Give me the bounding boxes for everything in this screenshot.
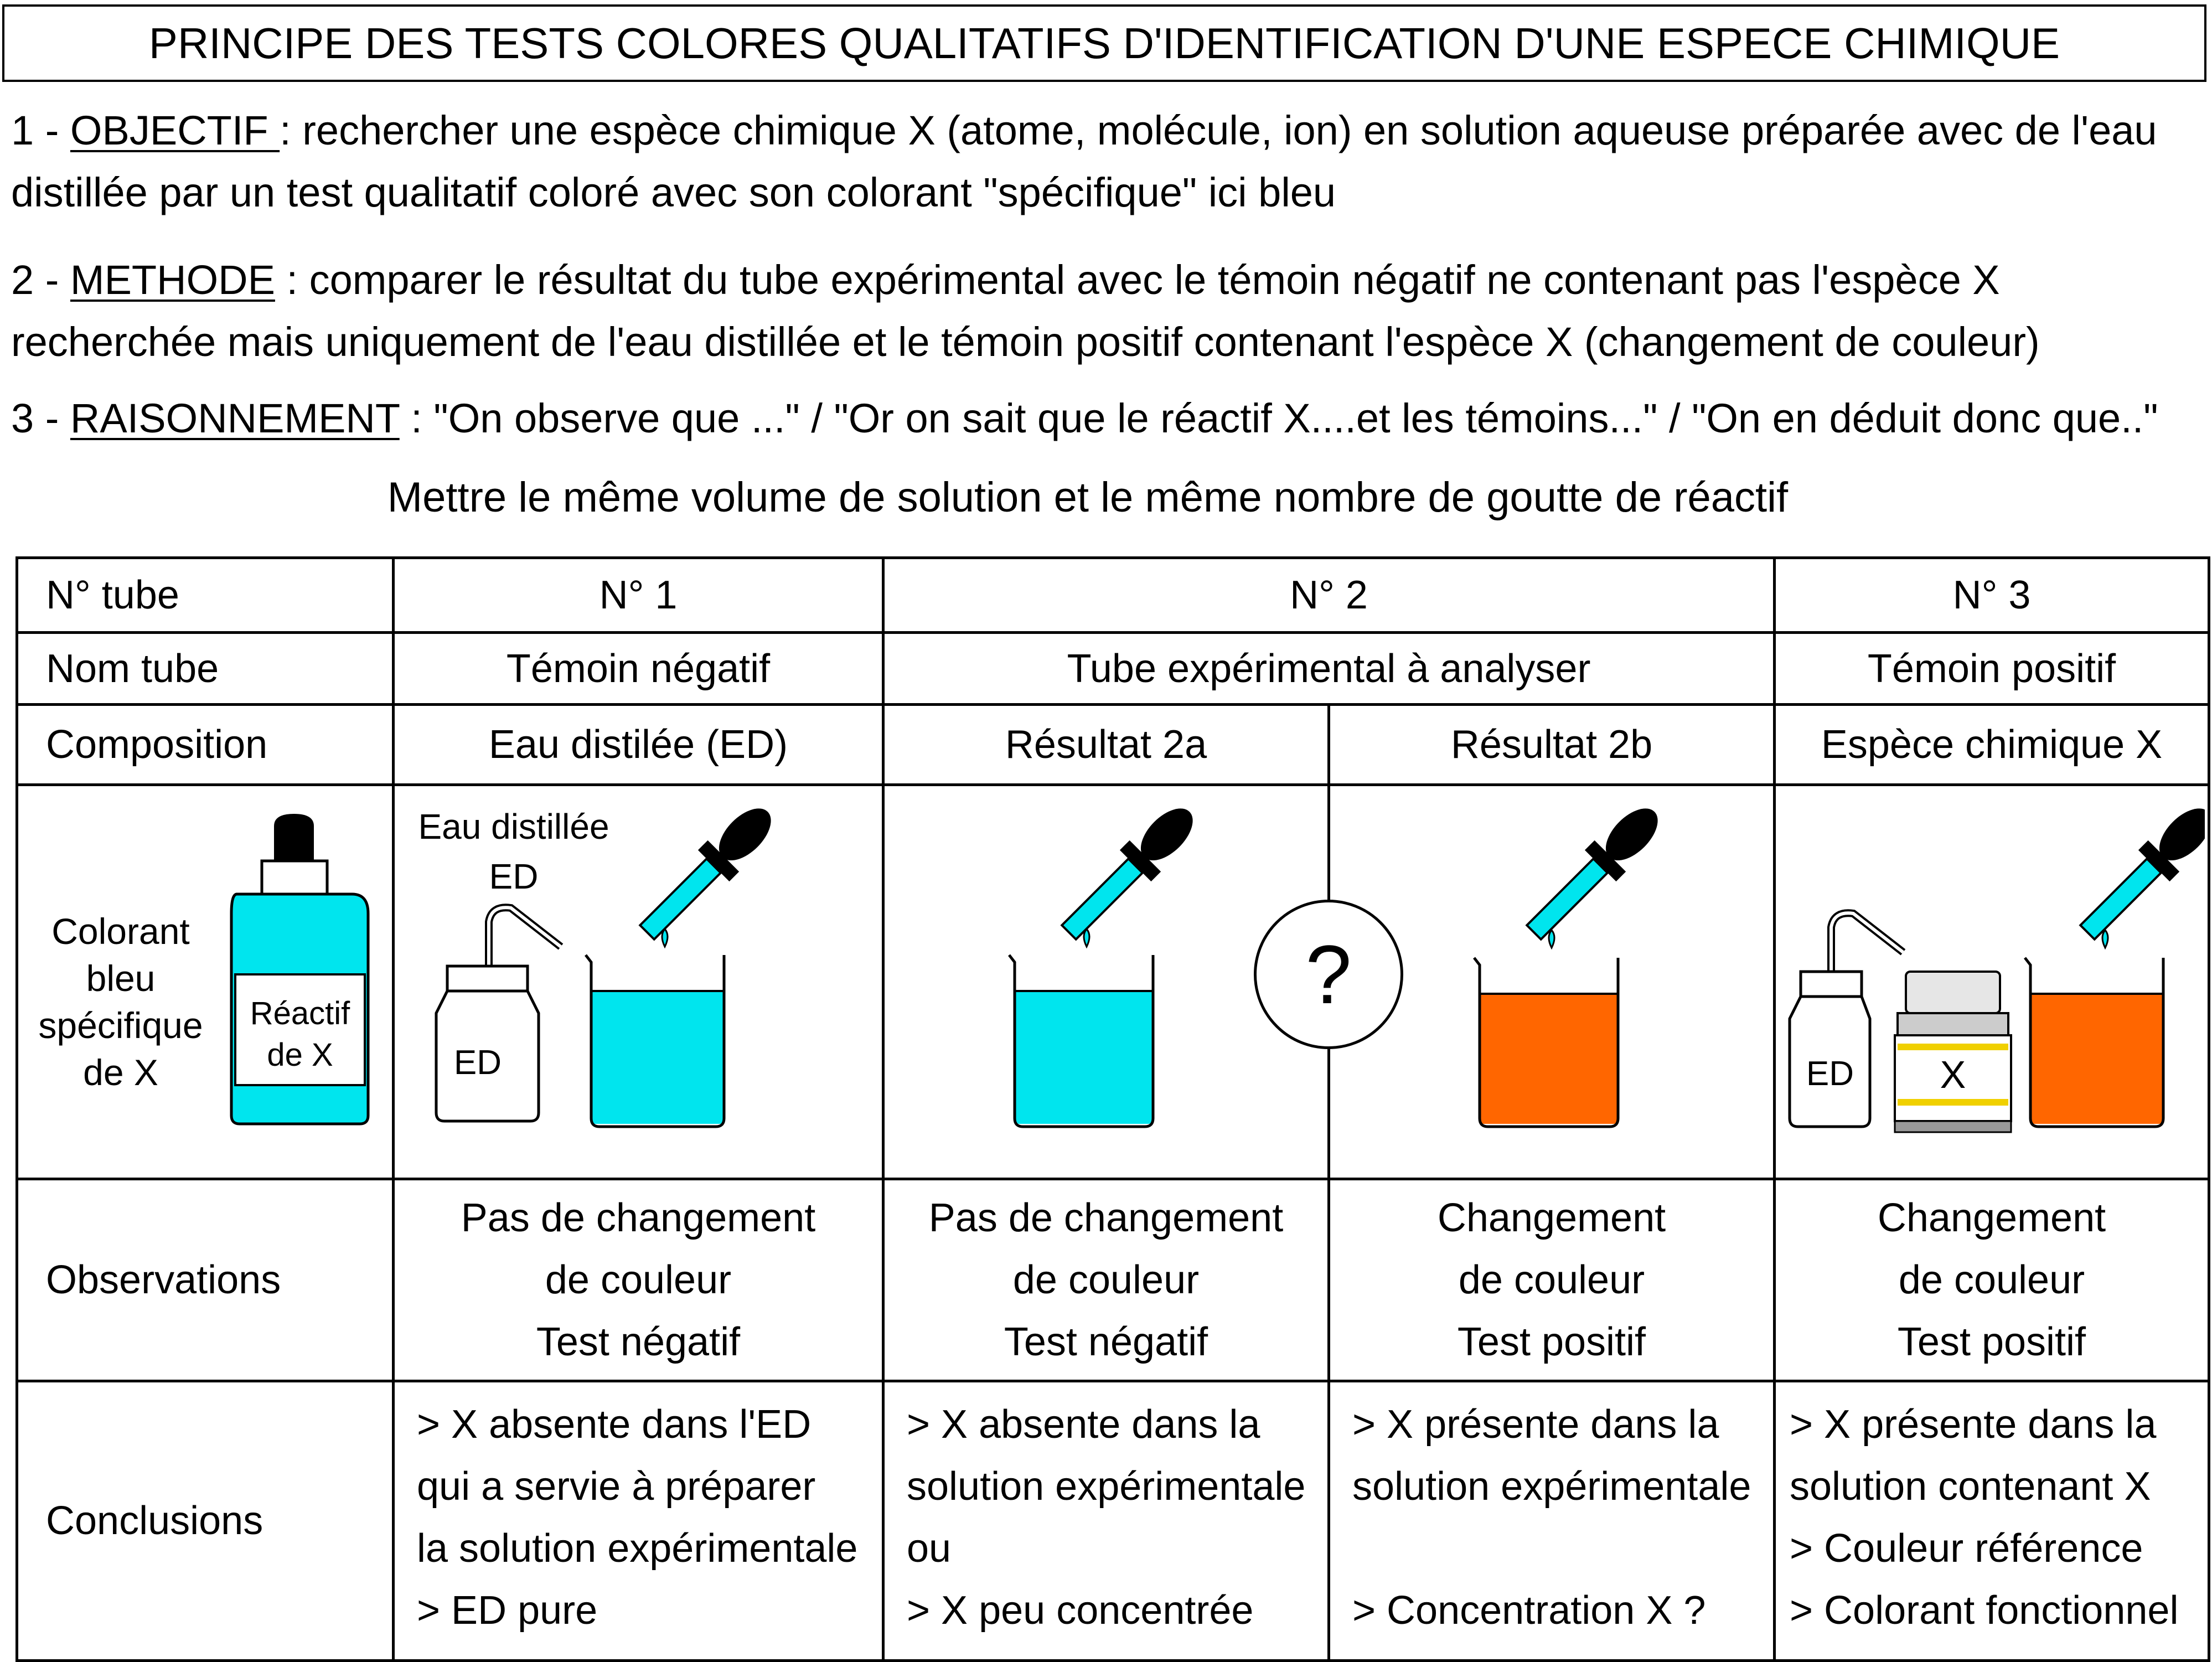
x-jar-label: X [1940, 1053, 1966, 1096]
dropper-icon [632, 796, 783, 948]
observation-2b: Changement de couleur Test positif [1329, 1179, 1775, 1381]
row-tube-number [17, 558, 2209, 633]
tube-name-2: Tube expérimental à analyser [883, 633, 1775, 705]
conclusion-2a: > X absente dans la solution expérimentale ou > X peu concentrée [883, 1381, 1329, 1661]
conclusion-3: > X présente dans la solution contenant X > Couleur référence > Colorant fonctionnel [1775, 1381, 2209, 1661]
ed-caption: ED [489, 856, 539, 896]
conclusion-1: > X absente dans l'ED qui a servie à préparer la solution expérimentale > ED pure [394, 1381, 883, 1661]
beaker-icon [1474, 958, 1618, 1127]
section-number: 1 - [11, 107, 70, 153]
question-circle [1254, 900, 1403, 1049]
section-text: : comparer le résultat du tube expérimental avec le témoin négatif ne contenant pas l'espèce X [275, 257, 2000, 303]
row-observations [17, 1179, 2209, 1381]
section-methode [11, 249, 2203, 373]
row-label: N° tube [17, 558, 394, 633]
reagent-bottle-icon [231, 814, 368, 1124]
subtitle: Mettre le même volume de solution et le même nombre de goutte de réactif [387, 474, 1789, 521]
reagent-text: de X [83, 1052, 158, 1093]
wash-bottle-icon [1790, 913, 1903, 1127]
bottle-label: Réactif [250, 995, 350, 1031]
section-number: 2 - [11, 257, 70, 303]
reagent-text: bleu [86, 958, 156, 999]
page-title: PRINCIPE DES TESTS COLORES QUALITATIFS D'IDENTIFICATION D'UNE ESPECE CHIMIQUE [2, 4, 2206, 82]
observation-1: Pas de changement de couleur Test négatif [394, 1179, 883, 1381]
section-text: : rechercher une espèce chimique X (atome, molécule, ion) en solution aqueuse préparée avec de l'eau [280, 107, 2157, 153]
test-table [15, 556, 2210, 1662]
reagent-text: spécifique [38, 1005, 203, 1046]
row-label: Nom tube [17, 633, 394, 705]
beaker-icon [2025, 958, 2163, 1127]
tube3-illustration [1776, 786, 2205, 1168]
dropper-icon [2072, 796, 2205, 948]
tube1-illustration [395, 786, 879, 1168]
dropper-icon [1053, 796, 1205, 948]
section-heading: RAISONNEMENT [70, 395, 400, 441]
reagent-cell [17, 785, 394, 1179]
wash-bottle-icon [436, 907, 561, 1121]
tube1-image-cell [394, 785, 883, 1179]
reagent-jar-icon [1895, 972, 2011, 1132]
bottle-label: de X [267, 1037, 333, 1073]
section-text: : "On observe que ..." / "Or on sait que le réactif X....et les témoins..." / "On en déduit donc que.." [399, 395, 2158, 441]
ed-caption: Eau distillée [418, 807, 609, 847]
row-tube-name [17, 633, 2209, 705]
row-label: Observations [17, 1179, 394, 1381]
observation-3: Changement de couleur Test positif [1775, 1179, 2209, 1381]
composition-1: Eau distilée (ED) [394, 705, 883, 785]
conclusion-2b: > X présente dans la solution expérimentale > Concentration X ? [1329, 1381, 1775, 1661]
section-objectif [11, 100, 2203, 224]
row-conclusions [17, 1381, 2209, 1661]
tube-number-1: N° 1 [394, 558, 883, 633]
composition-3: Espèce chimique X [1775, 705, 2209, 785]
reagent-illustration [18, 786, 389, 1168]
tube3-image-cell [1775, 785, 2209, 1179]
section-number: 3 - [11, 395, 70, 441]
composition-2a: Résultat 2a [883, 705, 1329, 785]
tube-name-1: Témoin négatif [394, 633, 883, 705]
dropper-icon [1518, 796, 1670, 948]
section-heading: OBJECTIF [70, 107, 280, 153]
tube-number-3: N° 3 [1775, 558, 2209, 633]
row-images [17, 785, 2209, 1179]
row-composition [17, 705, 2209, 785]
ed-bottle-label: ED [453, 1044, 502, 1082]
tube-name-3: Témoin positif [1775, 633, 2209, 705]
composition-2b: Résultat 2b [1329, 705, 1775, 785]
section-text: recherchée mais uniquement de l'eau distillée et le témoin positif contenant l'espèce X (changement de couleur) [11, 319, 2040, 365]
reagent-text: Colorant [51, 911, 190, 952]
row-label: Composition [17, 705, 394, 785]
beaker-icon [1009, 955, 1153, 1127]
ed-bottle-label: ED [1806, 1055, 1854, 1093]
observation-2a: Pas de changement de couleur Test négatif [883, 1179, 1329, 1381]
section-text: distillée par un test qualitatif coloré avec son colorant "spécifique" ici bleu [11, 169, 1336, 215]
row-label: Conclusions [17, 1381, 394, 1661]
beaker-icon [586, 955, 724, 1127]
question-mark-icon: ? [1305, 927, 1352, 1021]
section-heading: METHODE [70, 257, 275, 303]
tube-number-2: N° 2 [883, 558, 1775, 633]
section-raisonnement [11, 388, 2203, 450]
